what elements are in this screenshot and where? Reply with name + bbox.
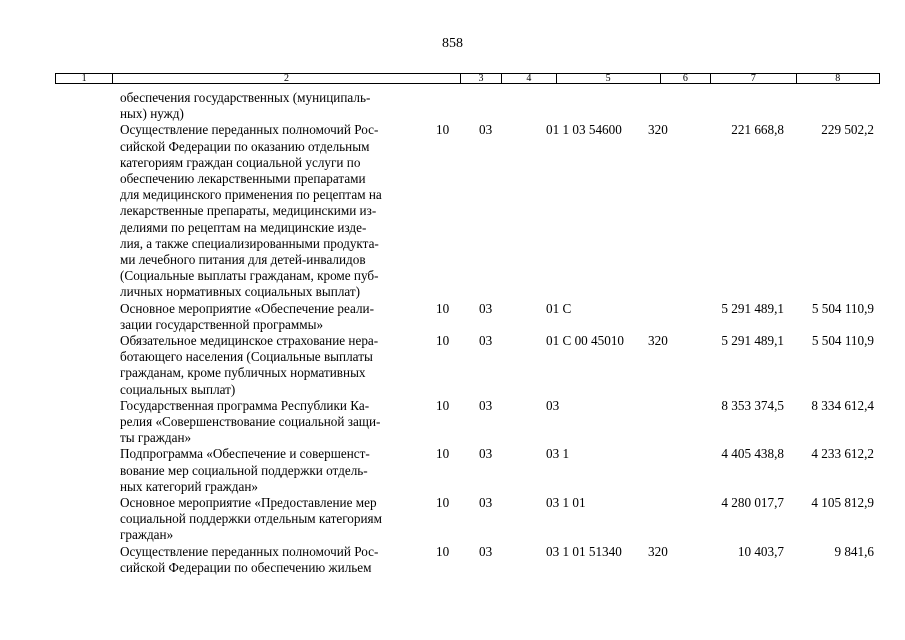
header-cell-5: 5: [556, 74, 660, 83]
table-row: [0, 544, 905, 576]
row-amount-year2-cell: 4 105 812,9: [811, 495, 874, 511]
row-expense-type-cell: 320: [648, 543, 668, 559]
row-name-cell: Обязательное медицинское страхование нера- ботающего населения (Социальные выплаты гражданам, кроме публичных нормативных социальных выплат): [120, 333, 379, 397]
table-row: [0, 301, 905, 333]
row-target-article-cell: 03 1 01: [546, 495, 586, 511]
row-name-cell: Осуществление переданных полномочий Рос- сийской Федерации по обеспечению жильем: [120, 543, 379, 575]
row-amount-year2-cell: 9 841,6: [834, 543, 874, 559]
row-target-article-cell: 01 1 03 54600: [546, 122, 622, 138]
row-target-article-cell: 01 С: [546, 300, 572, 316]
row-subsection-cell: 03: [479, 495, 493, 511]
row-amount-year2-cell: 4 233 612,2: [811, 446, 874, 462]
header-cell-2: 2: [112, 74, 460, 83]
table-body: [0, 90, 905, 576]
row-amount-year1-cell: 5 291 489,1: [721, 300, 784, 316]
header-cell-6: 6: [660, 74, 711, 83]
row-amount-year1-cell: 8 353 374,5: [721, 397, 784, 413]
page-number: 858: [442, 36, 463, 51]
row-expense-type-cell: 320: [648, 122, 668, 138]
row-target-article-cell: 03 1: [546, 446, 570, 462]
row-name-cell: Подпрограмма «Обеспечение и совершенст- вование мер социальной поддержки отдель- ных категорий граждан»: [120, 446, 370, 494]
row-name-cell: Осуществление переданных полномочий Рос- сийской Федерации по оказанию отдельным категориям граждан социальной услуги по обеспечению лекарственными препаратами для медицинского применения по рецептам на лекарственные препараты, медицинскими из- делиями по рецептам на медицинские изде- лия, а также специализированными продукта- ми лечебного питания для детей-инвалидов (Социальные выплаты гражданам, кроме пуб- личных нормативных социальных выплат): [120, 122, 382, 300]
row-section-cell: 10: [436, 122, 450, 138]
table-row: [0, 398, 905, 447]
row-amount-year2-cell: 8 334 612,4: [811, 397, 874, 413]
row-subsection-cell: 03: [479, 122, 493, 138]
row-amount-year2-cell: 5 504 110,9: [811, 300, 874, 316]
row-amount-year2-cell: 5 504 110,9: [811, 333, 874, 349]
row-amount-year1-cell: 4 405 438,8: [721, 446, 784, 462]
table-row: [0, 333, 905, 398]
row-amount-year1-cell: 5 291 489,1: [721, 333, 784, 349]
row-subsection-cell: 03: [479, 300, 493, 316]
header-cell-8: 8: [796, 74, 879, 83]
row-subsection-cell: 03: [479, 543, 493, 559]
header-cell-3: 3: [460, 74, 501, 83]
row-name-cell: обеспечения государственных (муниципаль- ных) нужд): [120, 90, 371, 122]
row-section-cell: 10: [436, 543, 450, 559]
row-name-cell: Основное мероприятие «Предоставление мер социальной поддержки отдельным категориям граждан»: [120, 495, 382, 543]
row-amount-year1-cell: 221 668,8: [731, 122, 784, 138]
table-header: [55, 73, 880, 84]
row-target-article-cell: 03: [546, 397, 560, 413]
row-section-cell: 10: [436, 300, 450, 316]
row-section-cell: 10: [436, 446, 450, 462]
row-section-cell: 10: [436, 495, 450, 511]
row-subsection-cell: 03: [479, 446, 493, 462]
row-amount-year2-cell: 229 502,2: [821, 122, 874, 138]
header-cell-7: 7: [710, 74, 795, 83]
header-cell-1: 1: [81, 73, 87, 84]
row-name-cell: Государственная программа Республики Ка- релия «Совершенствование социальной защи- ты граждан»: [120, 397, 381, 446]
table-row: [0, 122, 905, 300]
table-row: [0, 90, 905, 122]
row-name-cell: Основное мероприятие «Обеспечение реали- зации государственной программы»: [120, 300, 374, 332]
row-subsection-cell: 03: [479, 397, 493, 413]
row-section-cell: 10: [436, 397, 450, 413]
table-row: [0, 495, 905, 544]
row-subsection-cell: 03: [479, 333, 493, 349]
row-target-article-cell: 03 1 01 51340: [546, 543, 622, 559]
row-target-article-cell: 01 С 00 45010: [546, 333, 625, 349]
header-cell-4: 4: [501, 74, 555, 83]
row-section-cell: 10: [436, 333, 450, 349]
row-amount-year1-cell: 10 403,7: [737, 543, 784, 559]
row-expense-type-cell: 320: [648, 333, 668, 349]
row-amount-year1-cell: 4 280 017,7: [721, 495, 784, 511]
table-row: [0, 446, 905, 495]
